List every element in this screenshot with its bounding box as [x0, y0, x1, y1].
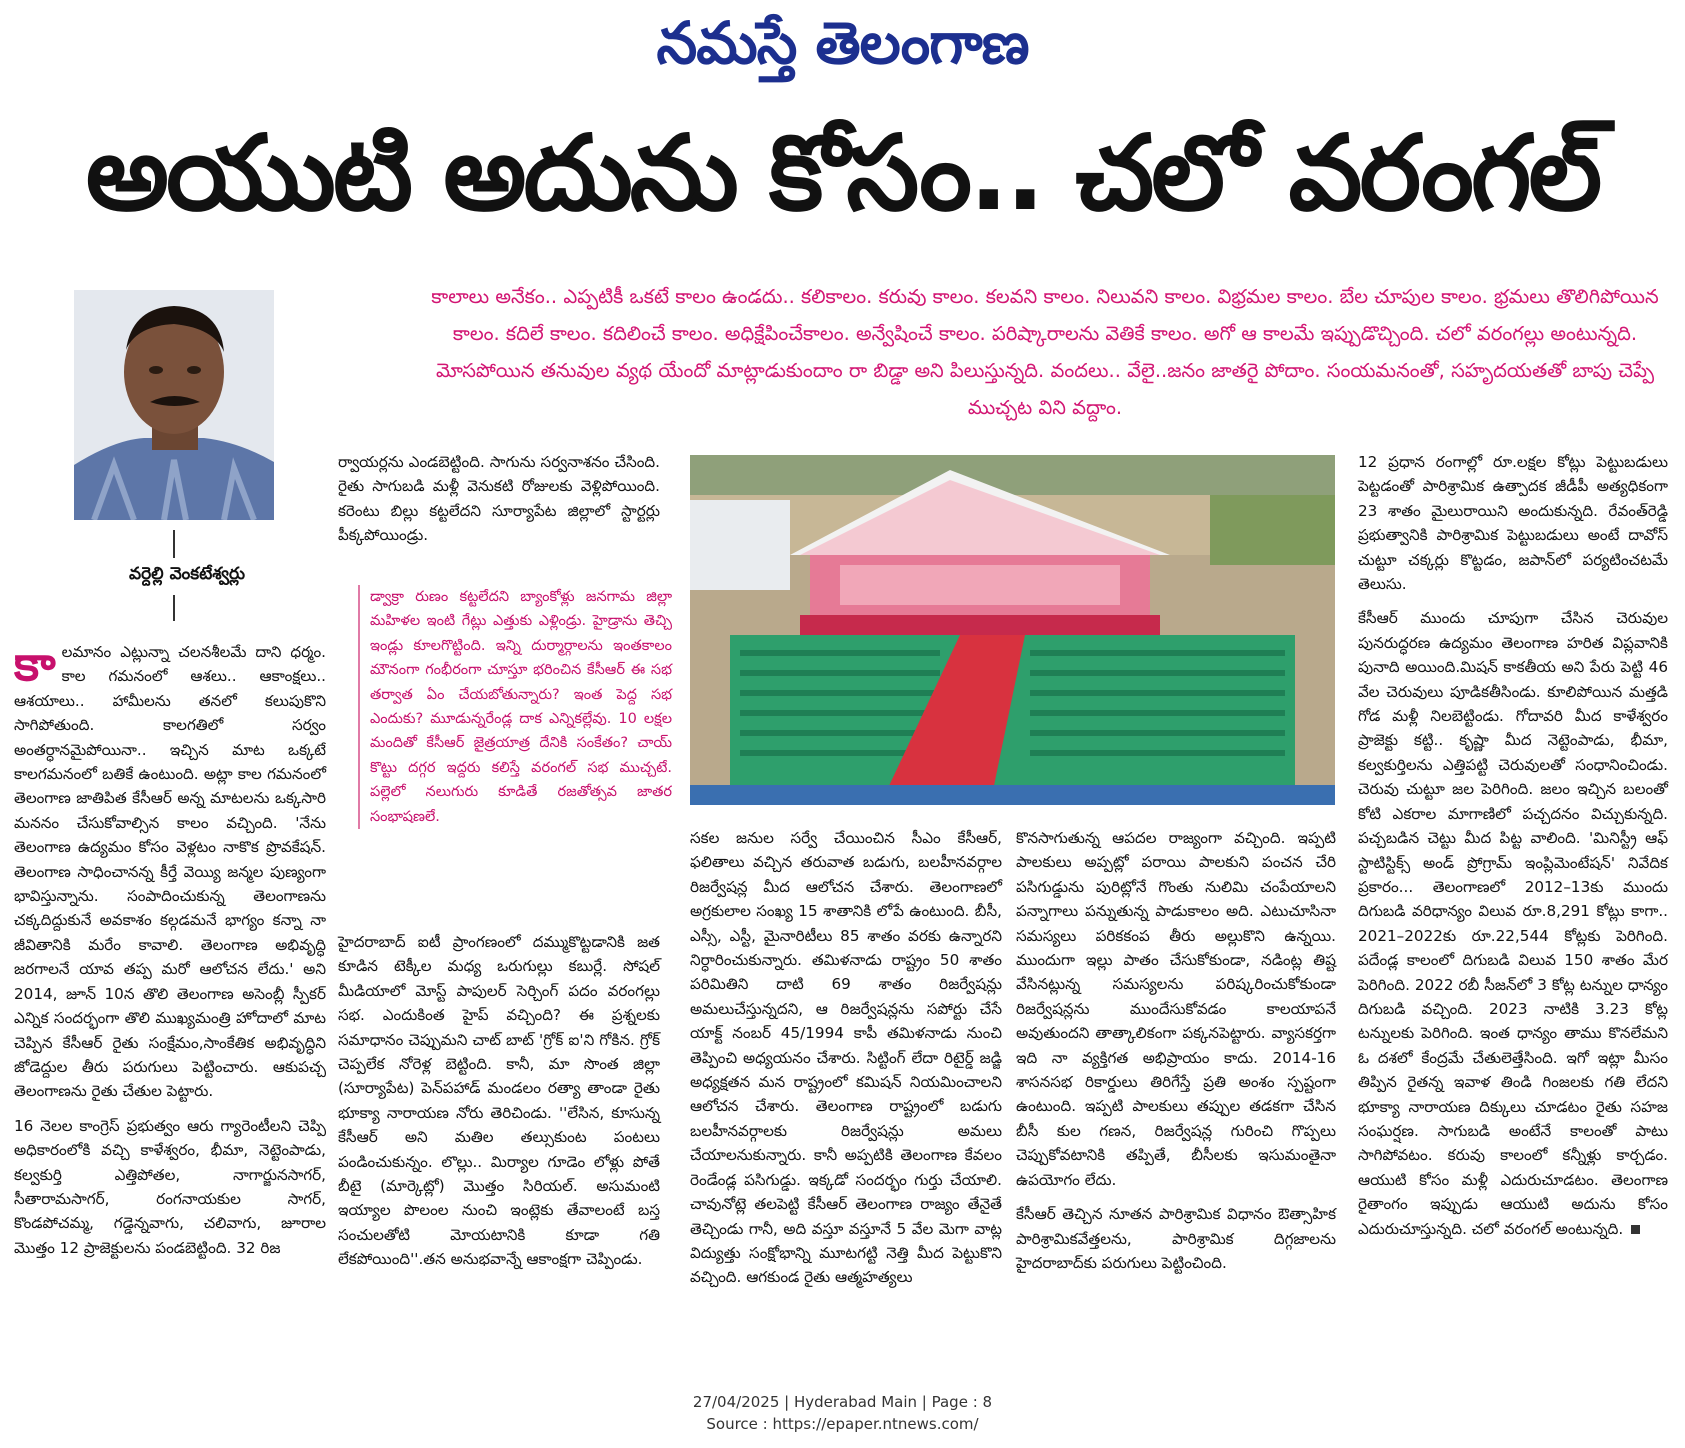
paragraph: 12 ప్రధాన రంగాల్లో రూ.లక్షల కోట్లు పెట్టుబడులు పెట్టడంతో పారిశ్రామిక ఉత్పాదక జీడీపీ అత్యధికంగా 23 శాతం మైలురాయిని అందుకున్నది. రేవంత్‌రెడ్డి ప్రభుత్వానికి పారిశ్రామిక పెట్టుబడులు అంటే దావోస్ చుట్టూ చక్కర్లు కొట్టడం, జపాన్‌లో పర్యటించటమే తెలుసు.	[1358, 453, 1668, 594]
paragraph: కొనసాగుతున్న ఆపదల రాజ్యంగా వచ్చింది. ఇప్పటి పాలకులు అప్పట్లో పరాయి పాలకుని పంచన చేరి పసిగుడ్డును పురిట్లోనే గొంతు నులిమి చంపేయాలని పన్నాగాలు పన్నుతున్న పాడుకాలం అది. ఎటుచూసినా సమస్యలు పరికకంప తీరు అల్లుకొని ఉన్నయి. ముందుగా ఇల్లు పాతం చేసుకోకుండా, నడింట్ల తిష్ట వేసినట్లున్న సమస్యలను పరిష్కరించుకోకుండా రిజర్వేషన్లను ముందేసుకోవడం కాలయాపనే అవుతుందని తాత్కాలికంగా పక్కనపెట్టారు. వ్యాసకర్తగా ఇది నా వ్యక్తిగత అభిప్రాయం కాదు. 2014-16 శాసనసభ రికార్డులు తిరిగేస్తే ప్రతి అంశం స్పష్టంగా ఉంటుంది. ఇప్పటి పాలకులు తప్పుల తడకగా చేసిన బీసీ కుల గణన, రిజర్వేషన్ల గురించి గొప్పలు చెప్పుకోవటానికి తప్పితే, బీసీలకు ఇసుమంతైనా ఉపయోగం లేదు.	[1016, 829, 1336, 1189]
paragraph: కేసీఆర్ ముందు చూపుగా చేసిన చెరువుల పునరుద్ధరణ ఉద్యమం తెలంగాణ హరిత విప్లవానికి పునాది అయింది.మిషన్ కాకతీయ అని పేరు పెట్టి 46 వేల చెరువులు పూడికతీసిండు. కూలిపోయిన మత్తడి గోడ మళ్లీ నిలబెట్టిండు. గోదావరి మీద కాళేశ్వరం ప్రాజెక్టు కట్టి.. కృష్ణా మీద నెట్టెంపాడు, భీమా, కల్వకుర్తిలను ఎత్తిపట్టి చెరువులతో సంధానించిండు. చెరువు చుట్టూ జల పెరిగింది. జలం ఇచ్చిన బలంతో కోటి ఎకరాల మాగాణిలో పచ్చదనం విచ్చుకున్నది. పచ్చబడిన చెట్టు మీద పిట్ట వాలింది. 'మినిస్ట్రీ ఆఫ్ స్టాటిస్టిక్స్ అండ్ ప్రోగ్రామ్ ఇంప్లిమెంటేషన్' నివేదిక ప్రకారం... తెలంగాణలో 2012–13కు ముందు దిగుబడి వరిధాన్యం విలువ రూ.8,291 కోట్లు కాగా.. 2021–2022కు రూ.22,544 కోట్లకు పెరిగింది. పదేండ్ల కాలంలో దిగుబడి విలువ 150 శాతం మేర పెరిగింది. 2022 రబీ సీజన్‌లో 3 కోట్ల టన్నుల ధాన్యం దిగుబడి వచ్చింది. 2023 నాటికి 3.23 కోట్ల టన్నులకు పెరిగింది. ఇంత ధాన్యం తాము కొనలేమని ఓ దశలో కేంద్రమే చేతులెత్తేసింది. ఇగో ఇట్లా మీసం తిప్పిన రైతన్న ఇవాళ తిండి గింజలకు గతి లేదని భూక్యా నారాయణ దిక్కులు చూడటం రైతు సహజ సంఘర్షణ. సాగుబడి అంటేనే కాలంతో పాటు సాగిపోవటం. కరువు కాలంలో కన్నీళ్లు కార్చడం. ఆయుటి కోసం మళ్లీ ఎదురుచూడటం. తెలంగాణ రైతాంగం ఇప్పుడు ఆయుటి అదును కోసం ఎదురుచూస్తున్నది. చలో వరంగల్ అంటున్నది.	[1358, 609, 1668, 1238]
column-4	[1016, 826, 1336, 1285]
column-2	[338, 450, 660, 558]
column-2-continued	[338, 930, 660, 1282]
paragraph: లమానం ఎట్లున్నా చలనశీలమే దాని ధర్మం. కాల గమనంలో ఆశలు.. ఆకాంక్షలు.. ఆశయాలు.. హామీలను తనలో కలుపుకొని సాగిపోతుంది. కాలగతిలో సర్వం అంతర్ధానమైపోయినా.. ఇచ్చిన మాట ఒక్కటే కాలగమనంలో బతికే ఉంటుంది. అట్లా కాల గమనంలో తెలంగాణ జాతిపిత కేసీఆర్ అన్న మాటలను ఒక్కసారి మననం చేసుకోవాల్సిన కాలం వచ్చింది. 'నేను తెలంగాణ ఉద్యమం కోసం వెళ్లటం నాకొక ప్రొవకేషన్. తెలంగాణ సాధించానన్న కీర్తే వెయ్యి జన్మల పుణ్యంగా భావిస్తున్నాను. సంపాదించుకున్న తెలంగాణను చక్కదిద్దుకునే అవకాశం కల్గడమనే భాగ్యం కన్నా నా జీవితానికి మరేం కావాలి. తెలంగాణ అభివృద్ధి జరగాలనే యావ తప్ప మరో ఆలోచన లేదు.' అని 2014, జూన్ 10న తొలి తెలంగాణ అసెంబ్లీ స్పీకర్ ఎన్నిక సందర్భంగా తొలి ముఖ్యమంత్రి హోదాలో మాట చెప్పిన కేసీఆర్ రైతు సంక్షేమం,సాంకేతిక అభివృద్ధిని జోడెద్దుల తీరు పరుగులు పెట్టించారు. ఆకుపచ్చ తెలంగాణను రైతు చేతుల పెట్టారు.	[14, 643, 326, 1101]
column-1	[14, 636, 326, 1270]
column-5	[1358, 450, 1668, 1251]
footer-date-edition: 27/04/2025 | Hyderabad Main | Page : 8	[692, 1393, 993, 1411]
paragraph: కేసీఆర్ తెచ్చిన నూతన పారిశ్రామిక విధానం ఔత్సాహిక పారిశ్రామికవేత్తలను, పారిశ్రామిక దిగ్గజాలను హైదరాబాద్‌కు పరుగులు పెట్టించింది.	[1016, 1205, 1336, 1272]
author-photo	[74, 290, 274, 520]
headline: అయుటి అదును కోసం.. చలో వరంగల్	[85, 112, 1600, 234]
paragraph: 16 నెలల కాంగ్రెస్ ప్రభుత్వం ఆరు గ్యారెంటీలని చెప్పి అధికారంలోకి వచ్చి కాళేశ్వరం, భీమా, నెట్టెంపాడు, కల్వకుర్తి ఎత్తిపోతల, నాగార్జునసాగర్, సీతారామసాగర్, రంగనాయకుల సాగర్, కొండపోచమ్మ, గడ్డెన్నవాగు, చలివాగు, జూరాల మొత్తం 12 ప్రాజెక్టులను పండబెట్టింది. 32 రిజ	[14, 1116, 326, 1257]
intro-deck: కాలాలు అనేకం.. ఎప్పటికీ ఒకటే కాలం ఉండదు.. కలికాలం. కరువు కాలం. కలవని కాలం. నిలువని కాలం. విభ్రమల కాలం. బేల చూపుల కాలం. భ్రమలు తొలిగిపోయిన కాలం. కదిలే కాలం. కదిలించే కాలం. అధిక్షేపించేకాలం. అన్వేషించే కాలం. పరిష్కారాలను వెతికే కాలం. అగో ఆ కాలమే ఇప్పుడొచ్చింది. చలో వరంగల్లు అంటున్నది. మోసపోయిన తనువుల వ్యథ యేందో మాట్లాడుకుందాం రా బిడ్డా అని పిలుస్తున్నది. వందలు.. వేలై..జనం జాతరై పోదాం. సంయమనంతో, సహృదయతతో బాపు చెప్పే ముచ్చట విని వద్దాం.	[431, 285, 1659, 419]
dropcap: కా	[14, 636, 56, 692]
footer-source[interactable]: Source : https://epaper.ntnews.com/	[706, 1415, 979, 1433]
paragraph: హైదరాబాద్ ఐటీ ప్రాంగణంలో దమ్ముకొట్టడానికి జత కూడిన టెక్కీల మధ్య ఒరుగుల్లు కబుర్లే. సోషల్ మీడియాలో మోస్ట్ పాపులర్ సెర్చింగ్ పదం వరంగల్లు సభ. ఎందుకింత హైప్ వచ్చింది? ఈ ప్రశ్నలకు సమాధానం చెప్పుమని చాట్ బాట్ 'గ్రోక్ ఐ'ని గోకిన. గ్రోక్ చెప్పలేక నోరెళ్ల బెట్టింది. కానీ, మా సొంత జిల్లా (సూర్యాపేట) పెన్‌పహాడ్ మండలం రత్యా తాండా రైతు భూక్యా నారాయణ నోరు తెరిచిండు. ''లేసిన, కూసున్న కేసీఆర్ అని మతిల తల్సుకుంట పంటలు పండించుకున్నం. లొల్లు.. మిర్యాల గూడెం లోళ్లు పోతే బీటై (మార్కెట్లో) మొత్తం సిరియల్. అసుమంటి ఇయ్యాల పొలంల నుంచి ఇంట్లెకు తేవాలంటే బస్త సంచులతోటి మోయటానికి కూడా గతి లేకపోయింది''.తన అనుభవాన్నే ఆకాంక్షగా చెప్పిండు.	[338, 933, 660, 1269]
end-mark-icon	[1631, 1225, 1640, 1234]
divider	[173, 595, 175, 621]
paragraph: సకల జనుల సర్వే చేయించిన సీఎం కేసీఆర్, ఫలితాలు వచ్చిన తరువాత బడుగు, బలహీనవర్గాల రిజర్వేషన్ల మీద ఆలోచన చేశారు. తెలంగాణలో అగ్రకులాల సంఖ్య 15 శాతానికి లోపే ఉంటుంది. బీసీ, ఎస్సీ, ఎస్టీ, మైనారిటీలు 85 శాతం వరకు ఉన్నారని నిర్ధారించుకున్నారు. తమిళనాడు రాష్ట్రం 50 శాతం పరిమితిని దాటి 69 శాతం రిజర్వేషన్లు అమలుచేస్తున్నదని, ఆ రిజర్వేషన్లను సపోర్టు చేసే యాక్ట్ నంబర్ 45/1994 కాపీ తమిళనాడు నుంచి తెప్పించి అధ్యయనం చేశారు. సిట్టింగ్ లేదా రిటైర్డ్ జడ్జి అధ్యక్షతన మన రాష్ట్రంలో కమిషన్ నియమించాలని ఆలోచన చేశారు. తెలంగాణ రాష్ట్రంలో బడుగు బలహీనవర్గాలకు రిజర్వేషన్లు అమలు చేయాలనుకున్నారు. కానీ అప్పటికి తెలంగాణ కేవలం రెండేండ్ల పసిగుడ్డు. ఇక్కడో సందర్భం గుర్తు చేయాలి. చావునోట్లె తలపెట్టి కేసీఆర్ తెలంగాణ రాజ్యం తేనైతే తెచ్చిండు గానీ, అది వస్తూ వస్తూనే 5 వేల మెగా వాట్ల విద్యుత్తు సంక్షోభాన్ని మూటగట్టి నెత్తి మీద పెట్టుకొని వచ్చింది. ఆగకుండ రైతు ఆత్మహత్యలు	[690, 829, 1002, 1287]
divider	[173, 530, 175, 558]
column-3	[690, 826, 1002, 1300]
paragraph: ర్వాయర్లను ఎండబెట్టింది. సాగును సర్వనాశనం చేసింది. రైతు సాగుబడి మళ్లీ వెనుకటి రోజులకు వెళ్లిపోయింది. కరెంటు బిల్లు కట్టలేదని సూర్యాపేట జిల్లాలో స్టార్టర్లు పీక్కపోయిండ్రు.	[338, 453, 660, 545]
rally-venue-photo	[690, 455, 1335, 805]
footer	[0, 1391, 1685, 1435]
author-name: వర్దెల్లి వెంకటేశ్వర్లు	[129, 564, 245, 584]
masthead: నమస్తే తెలంగాణ	[656, 9, 1029, 77]
pull-quote: డ్వాక్రా రుణం కట్టలేదని బ్యాంకోళ్లు జనగామ జిల్లా మహిళల ఇంటి గేట్లు ఎత్తుకు ఎళ్లిండ్రు. హైడ్రాను తెచ్చి ఇండ్లు కూలగొట్టింది. ఇన్ని దుర్మార్గాలను ఇంతకాలం మౌనంగా గంభీరంగా చూస్తూ భరించిన కేసీఆర్ ఈ సభ తర్వాత ఏం చేయబోతున్నారు? ఇంత పెద్ద సభ ఎందుకు? మూడున్నరేండ్ల దాక ఎన్నికల్లేవు. 10 లక్షల మందితో కేసీఆర్ జైత్రయాత్ర దేనికి సంకేతం? చాయ్ కొట్టు దగ్గర ఇద్దరు కలిస్తే వరంగల్ సభ ముచ్చటే. పల్లెలో నలుగురు కూడితే రజతోత్సవ జాతర సంభాషణలే.	[358, 585, 672, 829]
